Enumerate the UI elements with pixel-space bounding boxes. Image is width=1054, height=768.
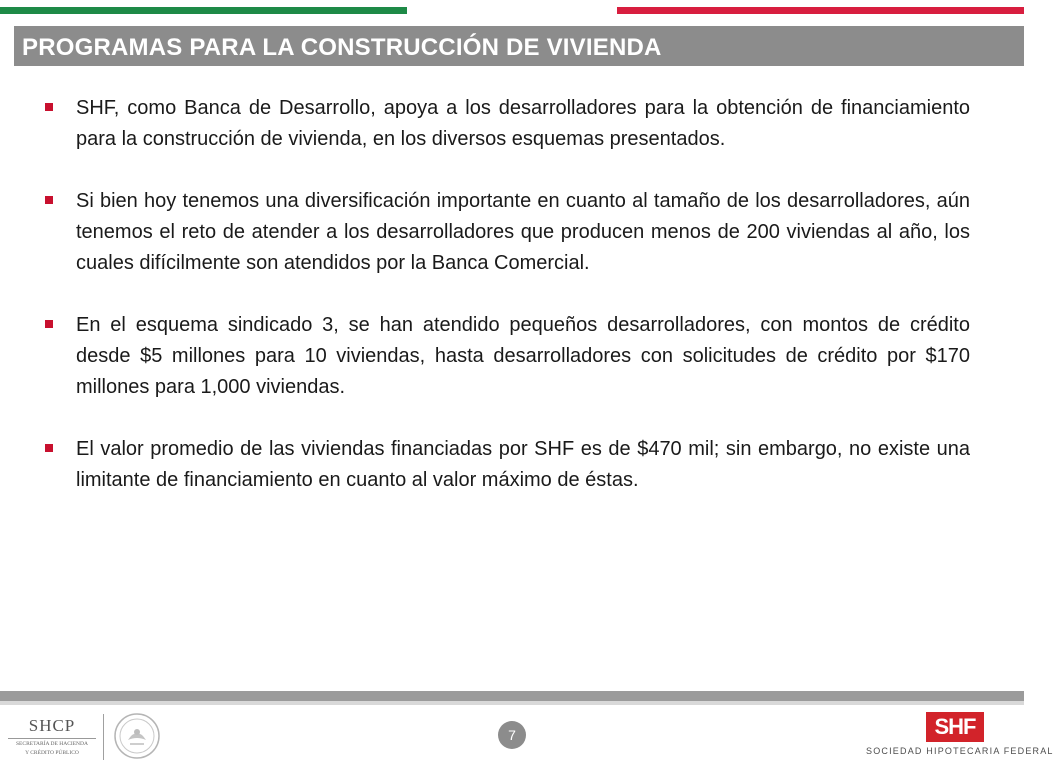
square-bullet-icon	[45, 196, 53, 204]
shcp-logo-name: SHCP	[8, 716, 96, 739]
top-stripe-green	[0, 7, 407, 14]
bullet-list	[45, 93, 970, 527]
top-stripe-red	[617, 7, 1024, 14]
bullet-text: Si bien hoy tenemos una diversificación importante en cuanto al tamaño de los desarrolladores, aún tenemos el reto de atender a los desarrolladores que producen menos de 200 viviendas al año, los cuales difícilmente son atendidos por la Banca Comercial.	[76, 190, 970, 274]
bullet-item	[45, 310, 970, 403]
bullet-text: En el esquema sindicado 3, se han atendido pequeños desarrolladores, con montos de crédito desde $5 millones para 10 viviendas, hasta desarrolladores con solicitudes de crédito por $170 millones para 1,000 viviendas.	[76, 314, 970, 398]
shcp-logo	[8, 716, 96, 762]
title-bar	[14, 26, 1024, 66]
shf-logo-name: SOCIEDAD HIPOTECARIA FEDERAL	[866, 746, 1054, 756]
page-title: PROGRAMAS PARA LA CONSTRUCCIÓN DE VIVIENDA	[22, 34, 662, 61]
shf-logo: SHF	[926, 712, 984, 742]
bullet-text: SHF, como Banca de Desarrollo, apoya a los desarrolladores para la obtención de financiamiento para la construcción de vivienda, en los diversos esquemas presentados.	[76, 97, 970, 150]
bullet-text: El valor promedio de las viviendas financiadas por SHF es de $470 mil; sin embargo, no existe una limitante de financiamiento en cuanto al valor máximo de éstas.	[76, 438, 970, 491]
bullet-item	[45, 186, 970, 279]
shcp-logo-line1: SECRETARÍA DE HACIENDA	[16, 741, 88, 747]
shcp-logo-line2: Y CRÉDITO PÚBLICO	[25, 750, 79, 756]
bullet-item	[45, 434, 970, 496]
square-bullet-icon	[45, 320, 53, 328]
page-number: 7	[498, 721, 526, 749]
square-bullet-icon	[45, 103, 53, 111]
logo-divider	[103, 714, 104, 760]
footer-band	[0, 691, 1024, 701]
national-seal-icon	[113, 712, 161, 760]
square-bullet-icon	[45, 444, 53, 452]
bullet-item	[45, 93, 970, 155]
footer-shade	[0, 701, 1024, 705]
